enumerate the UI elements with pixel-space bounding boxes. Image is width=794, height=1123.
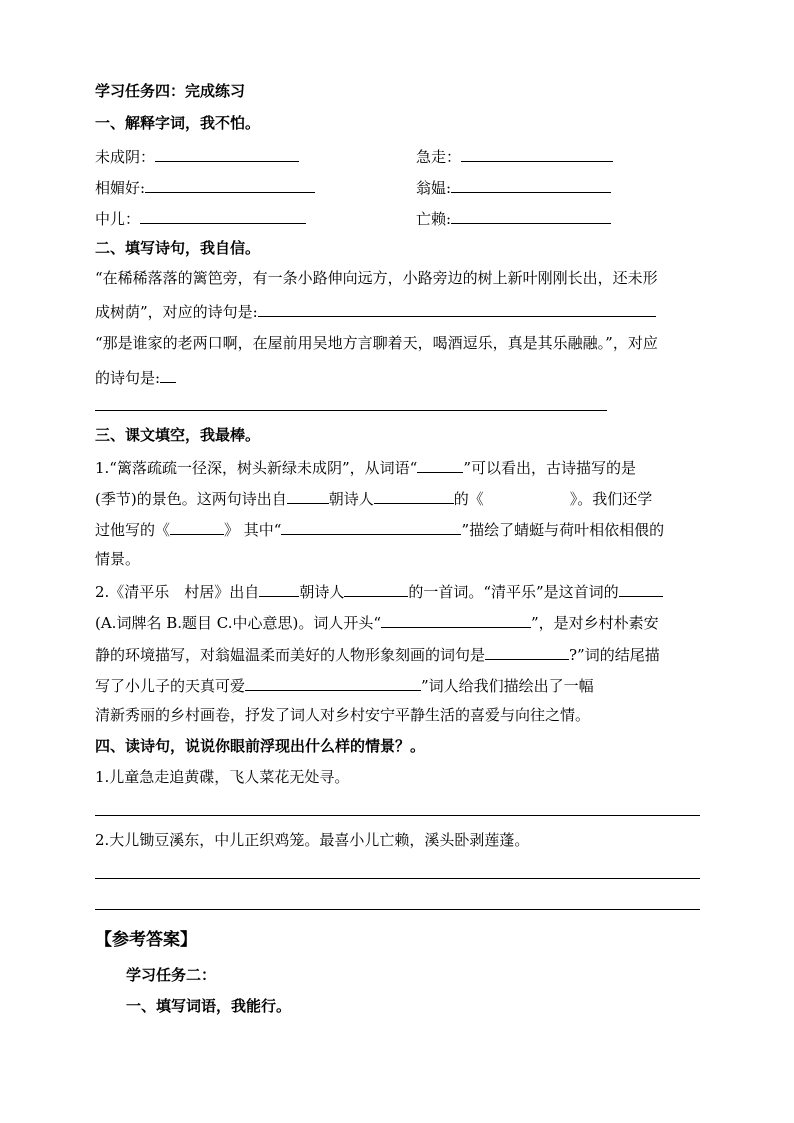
vocab-item	[95, 145, 299, 167]
sec4-q2: 2.大儿锄豆溪东，中儿正织鸡笼。最喜小儿亡赖，溪头卧剥莲蓬。	[95, 831, 530, 849]
answer-blank[interactable]	[259, 580, 299, 597]
task4-title: 学习任务四：完成练习	[95, 82, 246, 100]
text: 》 其中“	[224, 521, 282, 539]
vocab-label: 急走：	[416, 148, 462, 166]
answer-line[interactable]	[95, 815, 700, 816]
sec3-heading: 三、课文填空，我最棒。	[95, 426, 261, 444]
text: 静的环境描写，对翁媪温柔而美好的人物形象刻画的词句是	[95, 646, 486, 664]
answer-blank[interactable]	[344, 580, 408, 597]
vocab-label: 未成阴：	[95, 148, 156, 166]
answer-blank[interactable]	[155, 145, 299, 162]
sec3-q1-line1	[95, 456, 636, 478]
answer-blank[interactable]	[140, 207, 306, 224]
text: 1.“篱落疏疏一径深，树头新绿未成阴”，从词语“	[95, 459, 418, 477]
sec3-q2-line3	[95, 643, 660, 665]
sec2-q2-prompt: 的诗句是:	[95, 369, 161, 387]
answer-line[interactable]	[95, 909, 700, 910]
text: 朝诗人	[328, 490, 374, 508]
text: 》。我们还学	[569, 490, 653, 508]
sec2-q2-line1: “那是谁家的老两口啊，在屋前用吴地方言聊着天，喝酒逗乐，真是其乐融融。”，对应	[95, 334, 658, 352]
vocab-item	[416, 145, 613, 167]
sec2-q2-line2	[95, 366, 176, 388]
sec4-q1: 1.儿童急走追黄碟，飞人菜花无处寻。	[95, 768, 350, 786]
answer-blank[interactable]	[461, 145, 613, 162]
answer-blank[interactable]	[258, 300, 656, 317]
sec2-q1-line2	[95, 300, 656, 322]
sec3-q2-line2	[95, 611, 659, 633]
answer-blank[interactable]	[485, 643, 569, 660]
text: 过他写的《	[95, 521, 171, 539]
sec2-q1-prompt: 成树荫”，对应的诗句是:	[95, 303, 258, 321]
answer-blank[interactable]	[287, 487, 329, 504]
answer-blank[interactable]	[619, 580, 663, 597]
sec2-heading: 二、填写诗句，我自信。	[95, 239, 261, 257]
sec4-heading: 四、读诗句，说说你眼前浮现出什么样的情景？。	[95, 737, 426, 755]
text: ”，是对乡村朴素安	[531, 614, 659, 632]
vocab-label: 亡赖:	[416, 210, 452, 228]
answer-blank[interactable]	[145, 176, 315, 193]
vocab-label: 相媚好:	[95, 179, 146, 197]
text: 的一首词。“清平乐”是这首词的	[408, 583, 619, 601]
answer-line[interactable]	[95, 878, 700, 879]
sec3-q1-line4: 情景。	[95, 550, 141, 568]
answers-title: 【参考答案】	[95, 930, 197, 950]
sec2-q1-line1: “在稀稀落落的篱笆旁，有一条小路伸向远方，小路旁边的树上新叶刚刚长出，还未形	[95, 269, 658, 287]
text: (A.词牌名 B.题目 C.中心意思)。词人开头“	[95, 614, 382, 632]
text: 2.《清平乐 村居》出自	[95, 583, 260, 601]
answer-blank[interactable]	[451, 207, 611, 224]
answer-blank[interactable]	[374, 487, 454, 504]
vocab-label: 翁媪:	[416, 179, 452, 197]
text: ”可以看出，古诗描写的是	[463, 459, 636, 477]
text: 朝诗人	[299, 583, 345, 601]
vocab-item	[416, 207, 611, 229]
answer-blank[interactable]	[170, 518, 224, 535]
answer-blank[interactable]	[245, 674, 421, 691]
answer-blank[interactable]	[281, 518, 461, 535]
sec3-q2-line5: 清新秀丽的乡村画卷，抒发了词人对乡村安宁平静生活的喜爱与向往之情。	[95, 706, 591, 724]
answer-blank[interactable]	[417, 456, 463, 473]
vocab-item	[95, 207, 306, 229]
text: ”描绘了蜻蜓与荷叶相依相偎的	[461, 521, 665, 539]
sec1-heading: 一、解释字词，我不怕。	[95, 114, 261, 132]
answer-line[interactable]	[95, 410, 607, 411]
answer-blank[interactable]	[160, 366, 176, 383]
answers-sec1-heading: 一、填写词语，我能行。	[126, 997, 292, 1015]
sec3-q2-line4	[95, 674, 594, 696]
answers-task2: 学习任务二：	[126, 966, 217, 984]
text: (季节)的景色。这两句诗出自	[95, 490, 287, 508]
sec3-q1-line2	[95, 487, 652, 509]
vocab-item	[95, 176, 315, 198]
answer-blank[interactable]	[451, 176, 611, 193]
text: 的《	[453, 490, 484, 508]
vocab-label: 中儿：	[95, 210, 141, 228]
sec3-q1-line3	[95, 518, 664, 540]
text: ?”词的结尾描	[569, 646, 660, 664]
text: ”词人给我们描绘出了一幅	[421, 677, 594, 695]
text: 写了小儿子的天真可爱	[95, 677, 246, 695]
sec3-q2-line1	[95, 580, 663, 602]
vocab-item	[416, 176, 611, 198]
answer-blank[interactable]	[381, 611, 531, 628]
